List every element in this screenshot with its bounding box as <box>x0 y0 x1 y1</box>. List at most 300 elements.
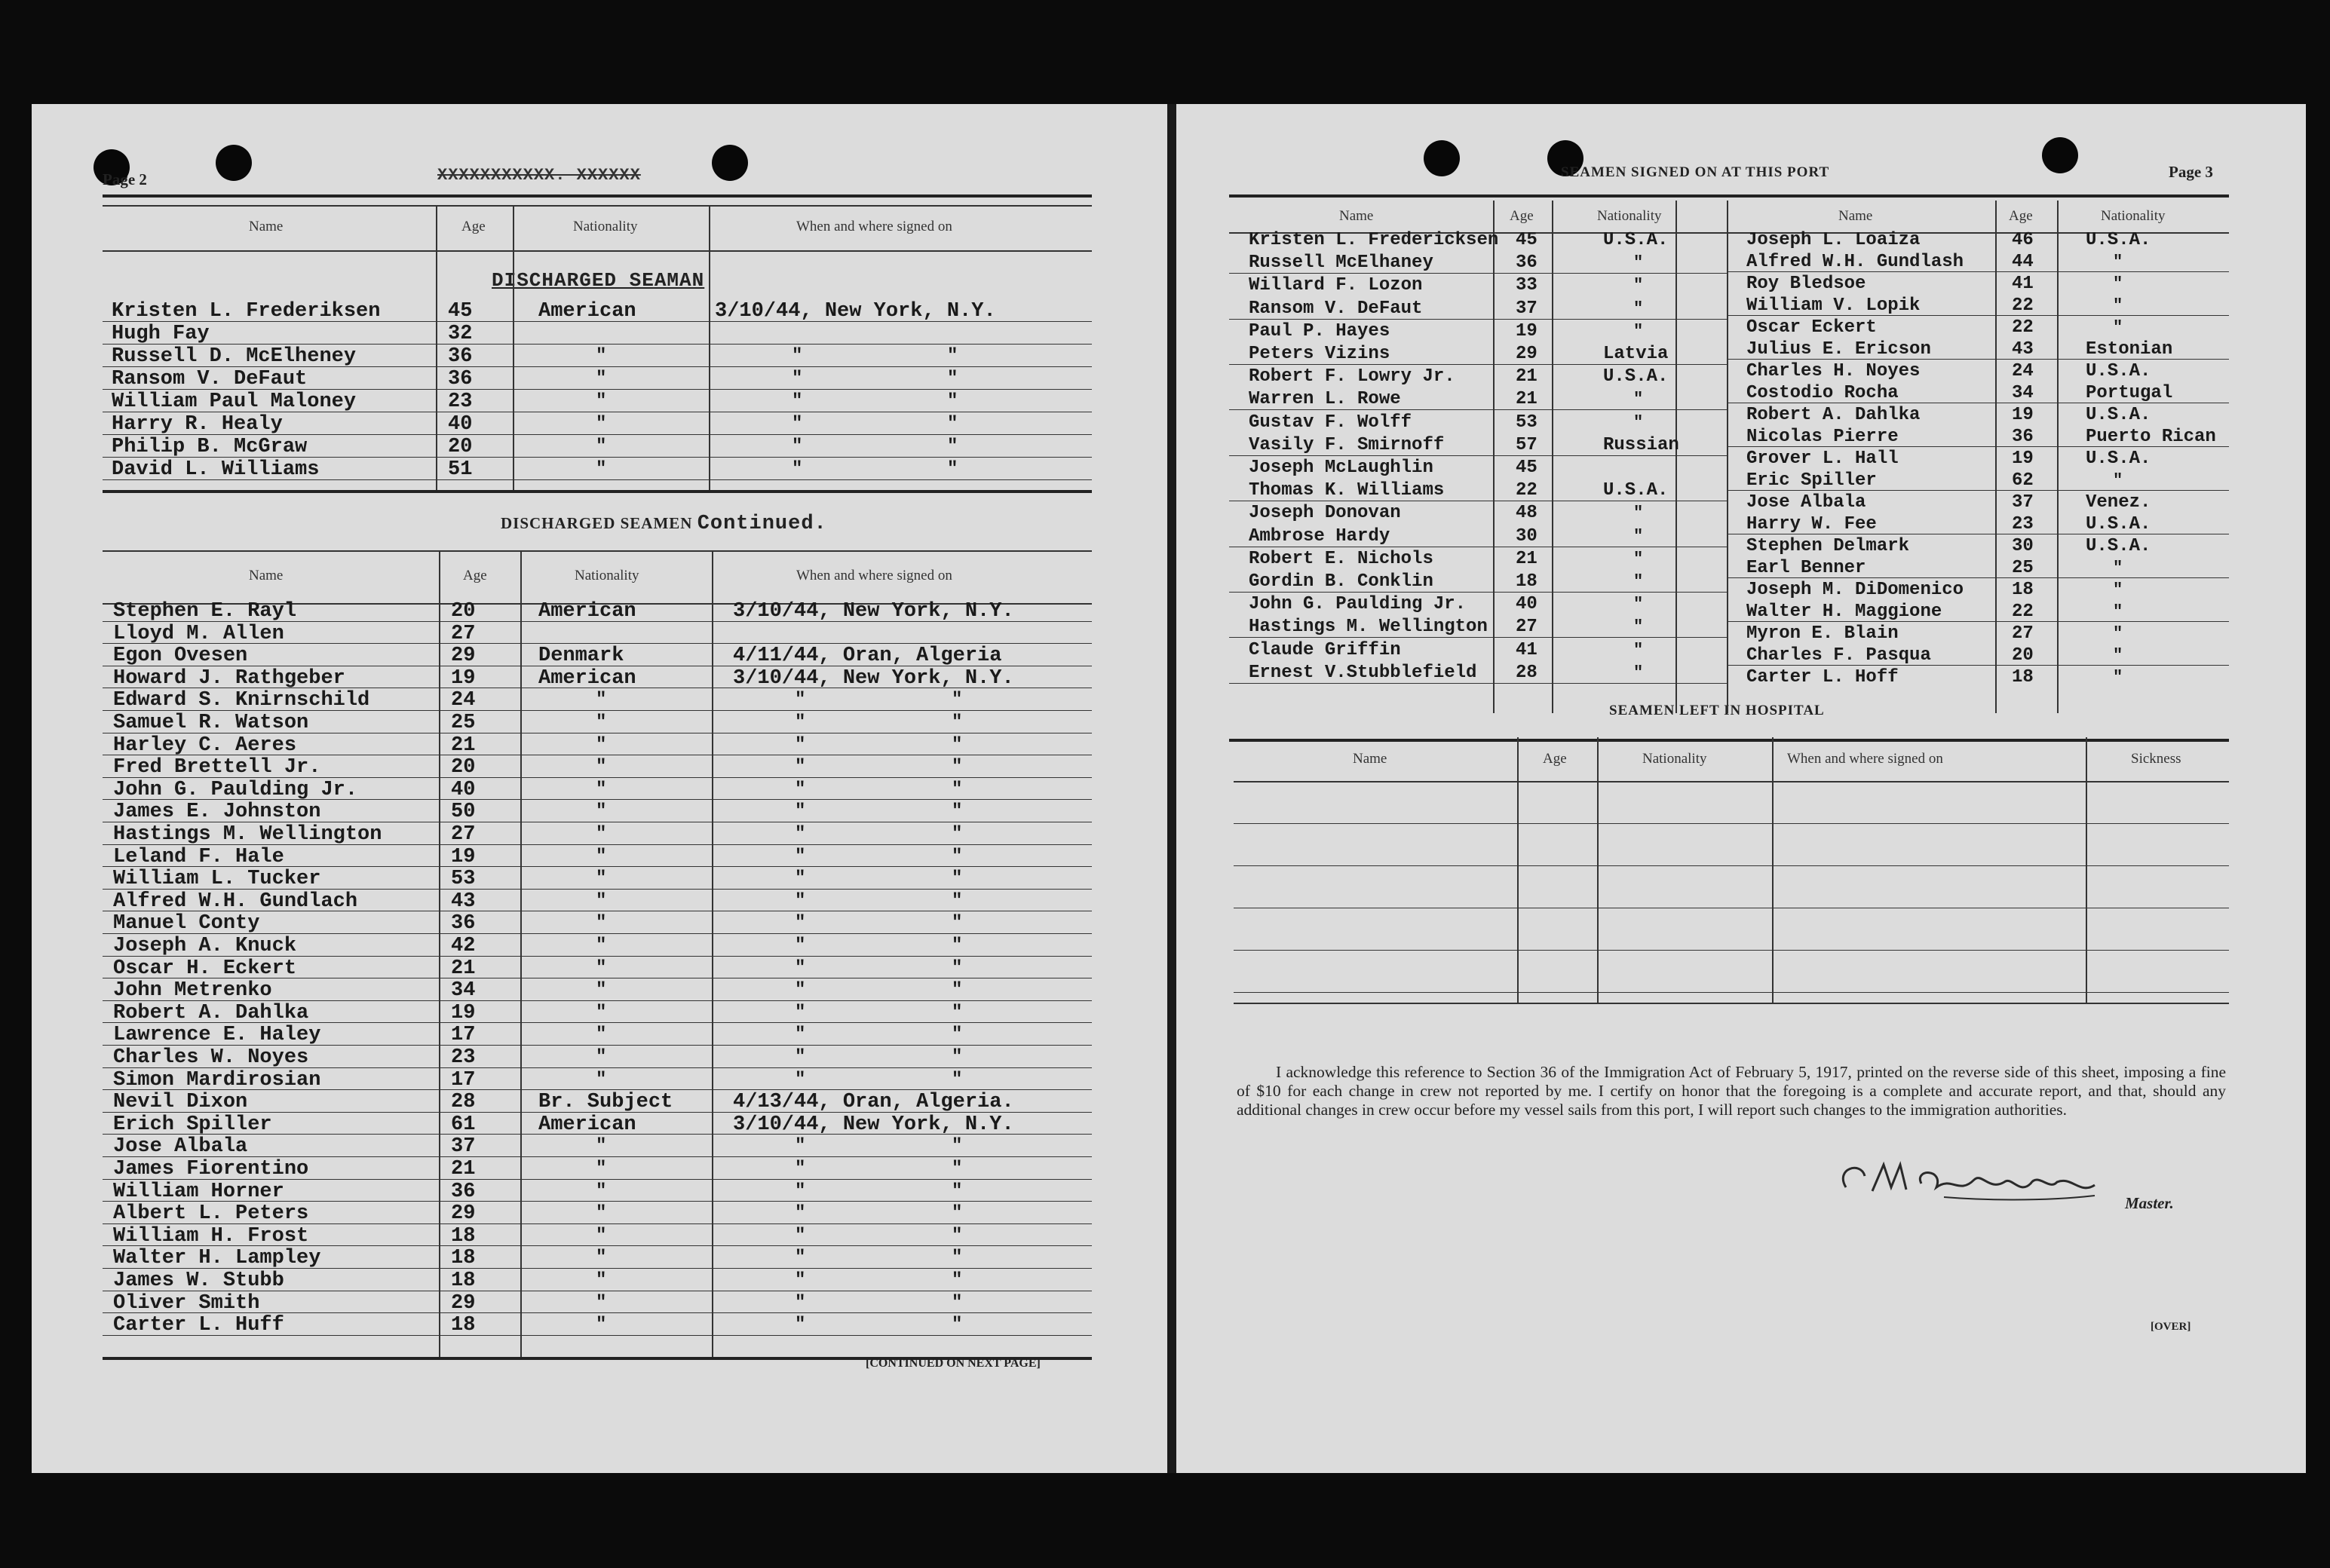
nationality-cell: American <box>538 666 636 690</box>
name-cell: Nevil Dixon <box>113 1091 248 1114</box>
age-cell: 22 <box>2012 602 2034 622</box>
age-cell: 17 <box>451 1068 476 1092</box>
signed-on-cell: " <box>792 369 803 389</box>
rule <box>103 194 1092 198</box>
row-rule <box>103 344 1092 345</box>
nationality-cell: " <box>596 779 607 800</box>
signed-on-cell: " <box>795 1136 806 1157</box>
ditto-mark: " <box>952 1203 963 1224</box>
age-cell: 51 <box>448 458 473 481</box>
age-cell: 27 <box>451 622 476 645</box>
signed-on-cell: 3/10/44, New York, N.Y. <box>733 600 1014 623</box>
row-rule <box>1727 621 2229 622</box>
signed-on-cell: " <box>792 414 803 434</box>
nationality-cell: " <box>2113 624 2123 643</box>
row-rule <box>1727 446 2229 447</box>
name-cell: Carter L. Huff <box>113 1314 284 1337</box>
row-rule <box>103 1156 1092 1157</box>
age-cell: 20 <box>2012 645 2034 666</box>
age-cell: 43 <box>2012 339 2034 360</box>
age-cell: 18 <box>2012 580 2034 600</box>
nationality-cell: " <box>596 1159 607 1179</box>
age-cell: 21 <box>1516 366 1537 387</box>
name-cell: Robert E. Nichols <box>1249 548 1433 569</box>
column-divider <box>1772 737 1774 1003</box>
name-cell: Eric Spiller <box>1746 470 1877 491</box>
nationality-cell: Br. Subject <box>538 1091 673 1114</box>
hospital-title: SEAMEN LEFT IN HOSPITAL <box>1609 703 1825 718</box>
continued-suffix: Continued. <box>697 513 827 535</box>
nationality-cell: Venez. <box>2086 492 2151 513</box>
nationality-cell: " <box>2113 253 2123 271</box>
signed-on-cell: " <box>795 980 806 1001</box>
age-cell: 44 <box>2012 252 2034 272</box>
nationality-cell: " <box>1633 595 1644 614</box>
name-cell: Earl Benner <box>1746 558 1866 578</box>
ditto-mark: " <box>952 1181 963 1202</box>
ditto-mark: " <box>952 1159 963 1179</box>
age-cell: 46 <box>2012 230 2034 250</box>
signed-on-cell: 4/11/44, Oran, Algeria <box>733 645 1002 668</box>
column-divider <box>712 550 713 1357</box>
age-cell: 19 <box>451 666 476 690</box>
nationality-cell: " <box>1633 253 1644 273</box>
ditto-mark: " <box>952 980 963 1001</box>
column-divider <box>1995 201 1997 713</box>
row-rule <box>103 643 1092 644</box>
ditto-mark: " <box>947 346 958 366</box>
column-divider <box>520 550 522 1357</box>
age-cell: 30 <box>2012 536 2034 556</box>
age-cell: 21 <box>451 1158 476 1181</box>
name-cell: Myron E. Blain <box>1746 623 1899 644</box>
nationality-cell: " <box>596 369 607 389</box>
age-cell: 41 <box>1516 639 1537 660</box>
name-cell: Erich Spiller <box>113 1113 272 1136</box>
column-divider <box>1552 201 1553 713</box>
name-cell: Manuel Conty <box>113 912 260 936</box>
ditto-mark: " <box>952 1270 963 1291</box>
nationality-cell: " <box>1633 640 1644 660</box>
row-rule <box>1234 823 2229 824</box>
age-cell: 20 <box>451 756 476 779</box>
row-rule <box>1727 271 2229 272</box>
age-cell: 32 <box>448 323 473 345</box>
column-header: Name <box>249 568 284 583</box>
column-header: Nationality <box>2101 208 2166 224</box>
column-header: Age <box>2009 208 2033 224</box>
row-rule <box>103 434 1092 435</box>
age-cell: 29 <box>451 1202 476 1226</box>
column-header: Nationality <box>575 568 639 583</box>
signed-on-cell: " <box>792 346 803 366</box>
age-cell: 57 <box>1516 434 1537 455</box>
nationality-cell: " <box>596 890 607 911</box>
row-rule <box>103 479 1092 480</box>
name-cell: Ransom V. DeFaut <box>112 368 308 390</box>
signed-on-cell: " <box>795 957 806 978</box>
age-cell: 19 <box>451 845 476 868</box>
nationality-cell: " <box>2113 318 2123 337</box>
page-number: Page 2 <box>103 170 147 188</box>
row-rule <box>103 1089 1092 1090</box>
ditto-mark: " <box>952 1047 963 1067</box>
signed-on-cell: " <box>795 1159 806 1179</box>
name-cell: Harley C. Aeres <box>113 733 297 757</box>
signed-on-cell: " <box>795 913 806 934</box>
name-cell: Thomas K. Williams <box>1249 480 1445 501</box>
row-rule <box>103 777 1092 778</box>
ditto-mark: " <box>952 1248 963 1269</box>
nationality-cell: " <box>1633 390 1644 409</box>
nationality-cell: " <box>596 690 607 711</box>
name-cell: Jose Albala <box>113 1135 248 1159</box>
ditto-mark: " <box>952 1136 963 1157</box>
signed-on-cell: " <box>795 1203 806 1224</box>
row-rule <box>103 1335 1092 1336</box>
age-cell: 28 <box>1516 662 1537 683</box>
name-cell: Gordin B. Conklin <box>1249 571 1433 592</box>
signed-on-cell: " <box>795 1024 806 1046</box>
name-cell: James E. Johnston <box>113 801 321 824</box>
age-cell: 36 <box>451 1180 476 1203</box>
punch-hole-icon <box>1424 140 1460 176</box>
row-rule <box>103 889 1092 890</box>
name-cell: Peters Vizins <box>1249 344 1390 364</box>
age-cell: 18 <box>451 1247 476 1270</box>
nationality-cell: " <box>596 868 607 890</box>
name-cell: Joseph A. Knuck <box>113 935 297 957</box>
age-cell: 36 <box>1516 253 1537 274</box>
age-cell: 18 <box>451 1224 476 1248</box>
column-header: Age <box>1510 208 1534 224</box>
name-cell: Charles W. Noyes <box>113 1046 309 1069</box>
continued-heading <box>501 513 827 535</box>
name-cell: Lawrence E. Haley <box>113 1024 321 1047</box>
signed-on-cell: 3/10/44, New York, N.Y. <box>733 666 1014 690</box>
name-cell: Ambrose Hardy <box>1249 525 1390 547</box>
name-cell: Leland F. Hale <box>113 845 284 868</box>
row-rule <box>103 1022 1092 1023</box>
nationality-cell: " <box>1633 321 1644 341</box>
row-rule <box>103 621 1092 622</box>
row-rule <box>103 1112 1092 1113</box>
column-divider <box>2057 201 2059 713</box>
nationality-cell: Estonian <box>2086 339 2173 360</box>
name-cell: Walter H. Lampley <box>113 1247 321 1270</box>
age-cell: 27 <box>451 823 476 846</box>
master-signature <box>1831 1153 2117 1215</box>
ditto-mark: " <box>952 757 963 778</box>
age-cell: 18 <box>1516 571 1537 592</box>
age-cell: 19 <box>2012 405 2034 425</box>
column-header: When and where signed on <box>796 219 952 234</box>
age-cell: 20 <box>448 436 473 458</box>
name-cell: Walter H. Maggione <box>1746 602 1942 622</box>
age-cell: 43 <box>451 890 476 913</box>
age-cell: 61 <box>451 1113 476 1136</box>
row-rule <box>1229 409 1727 410</box>
table-rule <box>103 1357 1092 1360</box>
name-cell: James W. Stubb <box>113 1269 284 1292</box>
name-cell: Fred Brettell Jr. <box>113 756 321 779</box>
age-cell: 29 <box>451 1291 476 1315</box>
row-rule <box>103 1223 1092 1224</box>
nationality-cell: " <box>1633 526 1644 546</box>
name-cell: Joseph L. Loaiza <box>1746 230 1921 250</box>
ditto-mark: " <box>952 890 963 911</box>
age-cell: 50 <box>451 801 476 824</box>
signature-image <box>1831 1153 2117 1206</box>
row-rule <box>1234 992 2229 993</box>
name-cell: Simon Mardirosian <box>113 1068 321 1092</box>
row-rule <box>103 1045 1092 1046</box>
signed-on-cell: " <box>795 936 806 956</box>
name-cell: Egon Ovesen <box>113 645 248 668</box>
ditto-mark: " <box>952 779 963 800</box>
ditto-mark: " <box>952 1002 963 1023</box>
name-cell: Joseph McLaughlin <box>1249 458 1433 478</box>
column-divider <box>439 550 440 1357</box>
nationality-cell: Puerto Rican <box>2086 427 2216 447</box>
column-header: Age <box>463 568 487 583</box>
nationality-cell: " <box>596 913 607 934</box>
signed-on-cell: " <box>795 846 806 867</box>
column-divider <box>1517 737 1519 1003</box>
row-rule <box>1234 865 2229 866</box>
nationality-cell: Denmark <box>538 645 624 668</box>
nationality-cell: " <box>596 712 607 733</box>
name-cell: Philip B. McGraw <box>112 436 308 458</box>
signed-on-cell: " <box>795 734 806 755</box>
nationality-cell: " <box>596 1069 607 1090</box>
age-cell: 25 <box>451 712 476 734</box>
column-divider <box>1493 201 1495 713</box>
age-cell: 21 <box>451 733 476 757</box>
signed-on-title: SEAMEN SIGNED ON AT THIS PORT <box>1561 164 1830 180</box>
row-rule <box>103 321 1092 322</box>
column-header: Name <box>1353 751 1387 767</box>
nationality-cell: " <box>2113 274 2123 293</box>
nationality-cell: " <box>596 1024 607 1046</box>
column-header: Name <box>1339 208 1374 224</box>
nationality-cell: " <box>1633 549 1644 568</box>
ditto-mark: " <box>952 1069 963 1090</box>
name-cell: Julius E. Ericson <box>1746 339 1931 360</box>
nationality-cell: " <box>596 801 607 822</box>
name-cell: Vasily F. Smirnoff <box>1249 434 1445 455</box>
master-label: Master. <box>2125 1194 2174 1212</box>
over-label: [OVER] <box>2151 1321 2191 1333</box>
age-cell: 40 <box>448 413 473 436</box>
nationality-cell: " <box>1633 276 1644 296</box>
nationality-cell: U.S.A. <box>2086 514 2151 534</box>
name-cell: William Paul Maloney <box>112 390 357 413</box>
age-cell: 22 <box>2012 317 2034 338</box>
name-cell: Carter L. Hoff <box>1746 667 1899 688</box>
table-rule <box>103 550 1092 552</box>
column-divider <box>1675 201 1677 713</box>
column-divider <box>513 205 514 490</box>
name-cell: Robert A. Dahlka <box>113 1001 309 1024</box>
nationality-cell: U.S.A. <box>2086 361 2151 381</box>
nationality-cell: " <box>596 1136 607 1157</box>
age-cell: 27 <box>2012 623 2034 644</box>
name-cell: Roy Bledsoe <box>1746 274 1866 294</box>
nationality-cell: " <box>2113 296 2123 315</box>
name-cell: Oscar H. Eckert <box>113 957 297 980</box>
row-rule <box>103 844 1092 845</box>
name-cell: William V. Lopik <box>1746 296 1921 316</box>
age-cell: 18 <box>451 1269 476 1292</box>
nationality-cell: " <box>596 757 607 778</box>
name-cell: Jose Albala <box>1746 492 1866 513</box>
nationality-cell: " <box>596 346 607 366</box>
rule <box>1229 194 2229 198</box>
age-cell: 37 <box>2012 492 2034 513</box>
table-rule <box>1234 1003 2229 1004</box>
ditto-mark: " <box>952 824 963 844</box>
name-cell: Robert F. Lowry Jr. <box>1249 366 1455 387</box>
section-label: DISCHARGED SEAMAN <box>492 269 705 292</box>
signed-on-cell: " <box>795 1181 806 1202</box>
column-header: When and where signed on <box>796 568 952 583</box>
ditto-mark: " <box>952 846 963 867</box>
age-cell: 22 <box>2012 296 2034 316</box>
age-cell: 45 <box>448 300 473 323</box>
age-cell: 36 <box>2012 427 2034 447</box>
ditto-mark: " <box>947 369 958 389</box>
age-cell: 36 <box>448 345 473 368</box>
name-cell: David L. Williams <box>112 458 320 481</box>
nationality-cell: " <box>596 1315 607 1336</box>
nationality-cell: " <box>596 1203 607 1224</box>
age-cell: 21 <box>451 957 476 980</box>
nationality-cell: " <box>596 436 607 457</box>
row-rule <box>103 1179 1092 1180</box>
age-cell: 29 <box>1516 344 1537 364</box>
nationality-cell: " <box>1633 299 1644 318</box>
age-cell: 28 <box>451 1091 476 1114</box>
nationality-cell: " <box>2113 471 2123 490</box>
name-cell: Ernest V.Stubblefield <box>1249 662 1477 683</box>
name-cell: Edward S. Knirnschild <box>113 689 370 712</box>
nationality-cell: " <box>596 1181 607 1202</box>
nationality-cell: U.S.A. <box>2086 449 2151 469</box>
column-header: Age <box>1543 751 1567 767</box>
signed-on-cell: " <box>795 1315 806 1336</box>
row-rule <box>103 710 1092 711</box>
name-cell: Oscar Eckert <box>1746 317 1877 338</box>
row-rule <box>103 1268 1092 1269</box>
age-cell: 23 <box>448 390 473 413</box>
row-rule <box>103 366 1092 367</box>
column-divider <box>436 205 437 490</box>
nationality-cell: U.S.A. <box>1603 366 1669 387</box>
row-rule <box>1727 315 2229 316</box>
nationality-cell: Latvia <box>1603 344 1669 364</box>
name-cell: Stephen E. Rayl <box>113 600 297 623</box>
name-cell: Nicolas Pierre <box>1746 427 1899 447</box>
name-cell: Russell McElhaney <box>1249 253 1433 274</box>
ditto-mark: " <box>952 936 963 956</box>
age-cell: 19 <box>451 1001 476 1024</box>
punch-hole-icon <box>2042 137 2078 173</box>
age-cell: 24 <box>2012 361 2034 381</box>
punch-hole-icon <box>712 145 748 181</box>
column-header: Name <box>1838 208 1873 224</box>
age-cell: 21 <box>1516 548 1537 569</box>
table-rule <box>103 490 1092 493</box>
column-header: Nationality <box>1597 208 1662 224</box>
nationality-cell: " <box>2113 646 2123 665</box>
ditto-mark: " <box>952 1292 963 1313</box>
nationality-cell: U.S.A. <box>2086 230 2151 250</box>
table-rule <box>1234 781 2229 782</box>
page-number: Page 3 <box>2169 163 2213 181</box>
nationality-cell: " <box>596 414 607 434</box>
age-cell: 17 <box>451 1024 476 1047</box>
name-cell: Ransom V. DeFaut <box>1249 298 1423 319</box>
ditto-mark: " <box>947 391 958 412</box>
nationality-cell: Russian <box>1603 434 1679 455</box>
signed-on-cell: " <box>795 1270 806 1291</box>
ditto-mark: " <box>947 459 958 479</box>
nationality-cell: " <box>596 391 607 412</box>
row-rule <box>103 389 1092 390</box>
age-cell: 29 <box>451 645 476 668</box>
nationality-cell: " <box>1633 504 1644 523</box>
name-cell: Hastings M. Wellington <box>113 823 382 846</box>
name-cell: Robert A. Dahlka <box>1746 405 1921 425</box>
ditto-mark: " <box>952 1225 963 1246</box>
ditto-mark: " <box>947 436 958 457</box>
nationality-cell: " <box>1633 663 1644 682</box>
signed-on-cell: " <box>792 459 803 479</box>
ditto-mark: " <box>952 868 963 890</box>
nationality-cell: U.S.A. <box>2086 405 2151 425</box>
name-cell: Harry R. Healy <box>112 413 283 436</box>
nationality-cell: U.S.A. <box>2086 536 2151 556</box>
age-cell: 36 <box>451 912 476 936</box>
continued-note: [CONTINUED ON NEXT PAGE] <box>866 1357 1041 1370</box>
struck-header: XXXXXXXXXXX. XXXXXX <box>437 166 641 185</box>
age-cell: 45 <box>1516 230 1537 250</box>
row-rule <box>1727 490 2229 491</box>
name-cell: Claude Griffin <box>1249 639 1401 660</box>
nationality-cell: " <box>596 1270 607 1291</box>
row-rule <box>103 1067 1092 1068</box>
row-rule <box>1727 359 2229 360</box>
age-cell: 30 <box>1516 525 1537 547</box>
nationality-cell: " <box>596 824 607 844</box>
nationality-cell: " <box>596 980 607 1001</box>
column-header: Nationality <box>573 219 638 234</box>
name-cell: Charles F. Pasqua <box>1746 645 1931 666</box>
acknowledgement-text: I acknowledge this reference to Section 36 of the Immigration Act of February 5, 1917, printed on the reverse side of this sheet, imposing a fine of $10 for each change in crew not reported by me. I certify on honor that the foregoing is a complete and accurate report, and that, should any additional changes in crew occur before my vessel sails from this port, I will report such changes to the immigration authorities. <box>1237 1063 2226 1119</box>
signed-on-cell: " <box>792 436 803 457</box>
signed-on-cell: " <box>795 779 806 800</box>
name-cell: Grover L. Hall <box>1746 449 1899 469</box>
age-cell: 23 <box>451 1046 476 1069</box>
ditto-mark: " <box>952 1024 963 1046</box>
age-cell: 23 <box>2012 514 2034 534</box>
column-header: Name <box>249 219 284 234</box>
name-cell: John G. Paulding Jr. <box>113 778 358 801</box>
age-cell: 45 <box>1516 458 1537 478</box>
name-cell: Harry W. Fee <box>1746 514 1877 534</box>
column-divider <box>2086 737 2087 1003</box>
